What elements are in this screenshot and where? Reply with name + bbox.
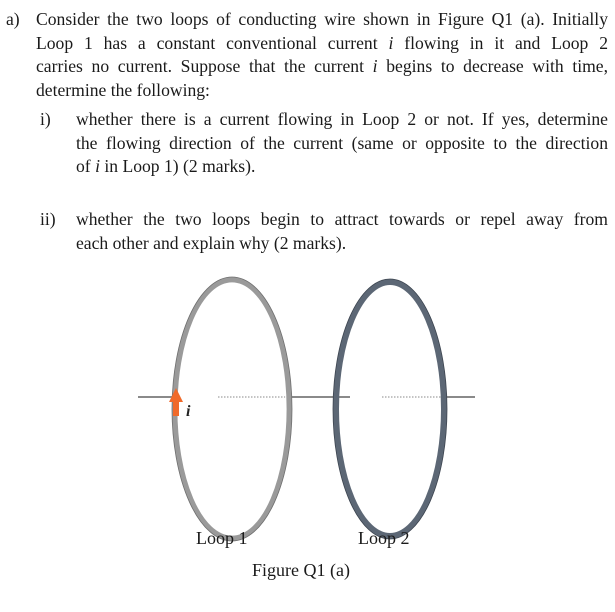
current-arrow-icon [169,388,183,416]
loop-1-inner-edge [178,283,286,535]
current-label: i [186,403,191,420]
loop-2-label: Loop 2 [358,528,410,548]
question-a-line-2: Loop 1 has a constant conventional current i flowing in it and Loop 2 [36,32,608,53]
part-ii-line-2: each other and explain why (2 marks). [76,232,347,253]
loop-1-label: Loop 1 [196,528,248,548]
current-symbol: i [388,32,394,53]
figure-caption: Figure Q1 (a) [252,560,350,580]
question-a-line-1: Consider the two loops of conducting wire shown in Figure Q1 (a). Initially [36,9,608,29]
question-a-line-4: determine the following: [36,79,210,100]
part-i-line-3: of i in Loop 1) (2 marks). [76,156,256,176]
loop-2 [336,282,444,536]
question-a-label: a) [6,9,20,29]
current-symbol: i [372,56,378,76]
current-symbol: i [95,156,100,176]
part-ii-line-1: whether the two loops begin to attract towards or repel away from [76,209,608,229]
part-ii-label: ii) [40,209,56,229]
part-i-line-2: the flowing direction of the current (same or opposite to the direction [76,132,608,153]
loop-1 [175,280,289,538]
question-a-line-3: carries no current. Suppose that the current i begins to decrease with time, [36,56,608,76]
part-i-label: i) [40,109,51,129]
part-i-line-1: whether there is a current flowing in Loop 2 or not. If yes, determine [76,109,608,129]
